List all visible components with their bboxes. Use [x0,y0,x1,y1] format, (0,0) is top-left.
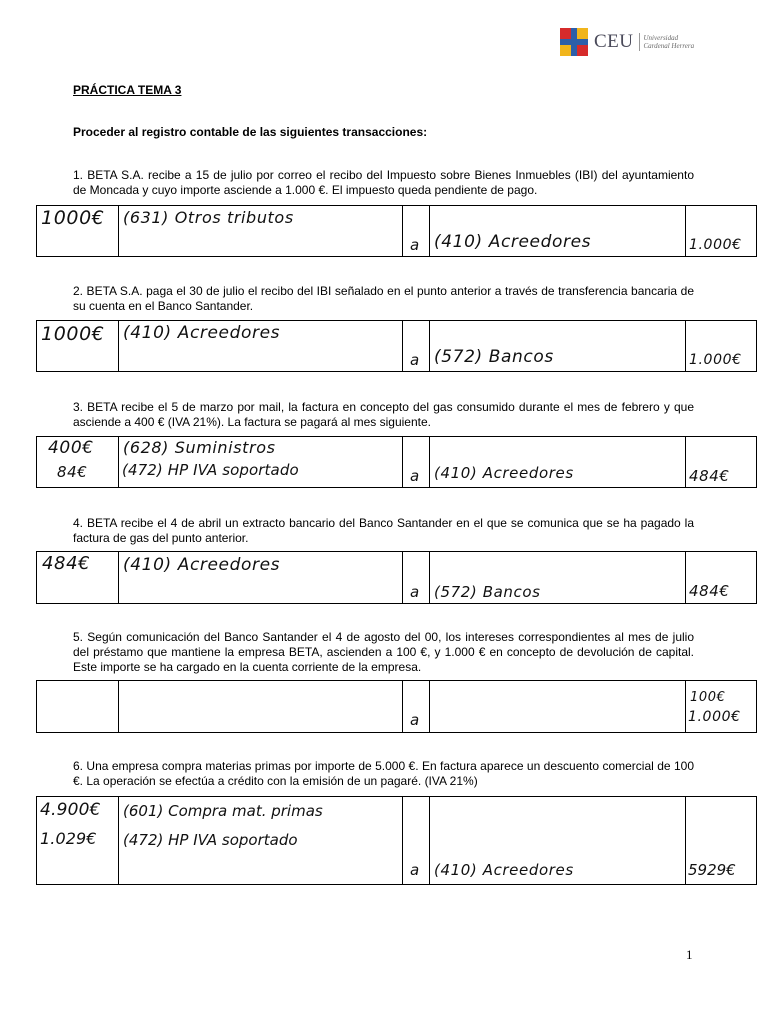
credit-account-cell [430,797,686,884]
page-title: PRÁCTICA TEMA 3 [73,83,182,97]
credit-account: (410) Acreedores [434,232,592,252]
credit-amount: 5929€ [688,861,736,879]
debit-amount-cell [37,681,119,732]
debit-account-cell [119,321,403,371]
journal-entry-2 [36,320,757,372]
a-cell [403,206,430,256]
debit-amount-cell [37,437,119,487]
page-subtitle: Proceder al registro contable de las siguientes transacciones: [73,125,428,139]
debit-account-cell [119,437,403,487]
credit-account: (410) Acreedores [434,861,574,879]
credit-account: (572) Bancos [434,347,554,367]
credit-amount-cell [686,206,755,256]
a-label: a [410,583,420,601]
journal-entry-1 [36,205,757,257]
debit-amount: 4.900€ [40,800,101,820]
a-cell [403,552,430,603]
credit-amount-cell [686,321,755,371]
a-label: a [410,236,420,254]
debit-amount: 84€ [57,463,88,481]
debit-amount: 1000€ [41,207,105,229]
transaction-6-statement: 6. Una empresa compra materias primas por importe de 5.000 €. En factura aparece un descuento comercial de 100 €. La operación se efectúa a crédito con la emisión de un pagaré. (IVA 21%) [73,759,694,788]
debit-account-cell [119,797,403,884]
journal-entry-6 [36,796,757,885]
a-cell [403,437,430,487]
debit-account-cell [119,681,403,732]
credit-account-cell [430,552,686,603]
debit-amount: 1000€ [41,323,105,345]
debit-account: (472) HP IVA soportado [123,831,298,849]
a-label: a [410,467,420,485]
debit-account: (410) Acreedores [123,555,281,575]
credit-amount: 100€ [690,690,726,705]
debit-amount-cell [37,206,119,256]
journal-entry-4 [36,551,757,604]
credit-amount-cell [686,437,755,487]
credit-amount-cell [686,797,755,884]
transaction-2-statement: 2. BETA S.A. paga el 30 de julio el recibo del IBI señalado en el punto anterior a través de transferencia bancaria de su cuenta en el Banco Santander. [73,284,694,313]
credit-account: (410) Acreedores [434,464,574,482]
credit-amount: 484€ [689,467,730,485]
a-cell [403,797,430,884]
credit-account-cell [430,321,686,371]
a-cell [403,681,430,732]
ceu-cross-icon [560,28,588,56]
ceu-logo [560,28,694,56]
journal-entry-3 [36,436,757,488]
debit-amount-cell [37,321,119,371]
journal-entry-5 [36,680,757,733]
transaction-1-statement: 1. BETA S.A. recibe a 15 de julio por correo el recibo del Impuesto sobre Bienes Inmuebles (IBI) del ayuntamiento de Moncada y cuyo importe asciende a 1.000 €. El impuesto queda pendiente de pago. [73,168,694,197]
debit-amount: 1.029€ [40,829,97,848]
credit-account-cell [430,437,686,487]
debit-account: (472) HP IVA soportado [122,461,299,479]
credit-amount: 1.000€ [689,352,742,368]
debit-account: (628) Suministros [123,438,276,457]
debit-amount-cell [37,797,119,884]
debit-amount: 400€ [48,438,94,458]
debit-account: (631) Otros tributos [123,208,294,227]
debit-amount-cell [37,552,119,603]
a-label: a [410,711,420,729]
debit-account: (601) Compra mat. primas [123,802,323,820]
credit-amount: 1.000€ [688,709,741,725]
page-number: 1 [686,947,693,962]
credit-account: (572) Bancos [434,583,541,601]
credit-amount: 1.000€ [689,237,742,253]
transaction-4-statement: 4. BETA recibe el 4 de abril un extracto bancario del Banco Santander en el que se comunica que se ha pagado la factura de gas del punto anterior. [73,516,694,545]
a-label: a [410,861,420,879]
a-label: a [410,351,420,369]
credit-amount-cell [686,552,755,603]
logo-university-name: Universidad Cardenal Herrera [643,34,695,50]
credit-account-cell [430,206,686,256]
credit-amount: 484€ [689,582,730,600]
transaction-5-statement: 5. Según comunicación del Banco Santander el 4 de agosto del 00, los intereses correspondientes al mes de julio del préstamo que mantiene la empresa BETA, ascienden a 100 €, y 1.000 € en concepto de devolución de capital. Este importe se ha cargado en la cuenta corriente de la empresa. [73,630,694,674]
transaction-3-statement: 3. BETA recibe el 5 de marzo por mail, la factura en concepto del gas consumido durante el mes de febrero y que asciende a 400 € (IVA 21%). La factura se pagará al mes siguiente. [73,400,694,429]
logo-brand: CEU [594,31,634,52]
debit-account-cell [119,552,403,603]
credit-amount-cell [686,681,755,732]
debit-account-cell [119,206,403,256]
a-cell [403,321,430,371]
debit-amount: 484€ [42,553,91,574]
debit-account: (410) Acreedores [123,323,281,343]
credit-account-cell [430,681,686,732]
